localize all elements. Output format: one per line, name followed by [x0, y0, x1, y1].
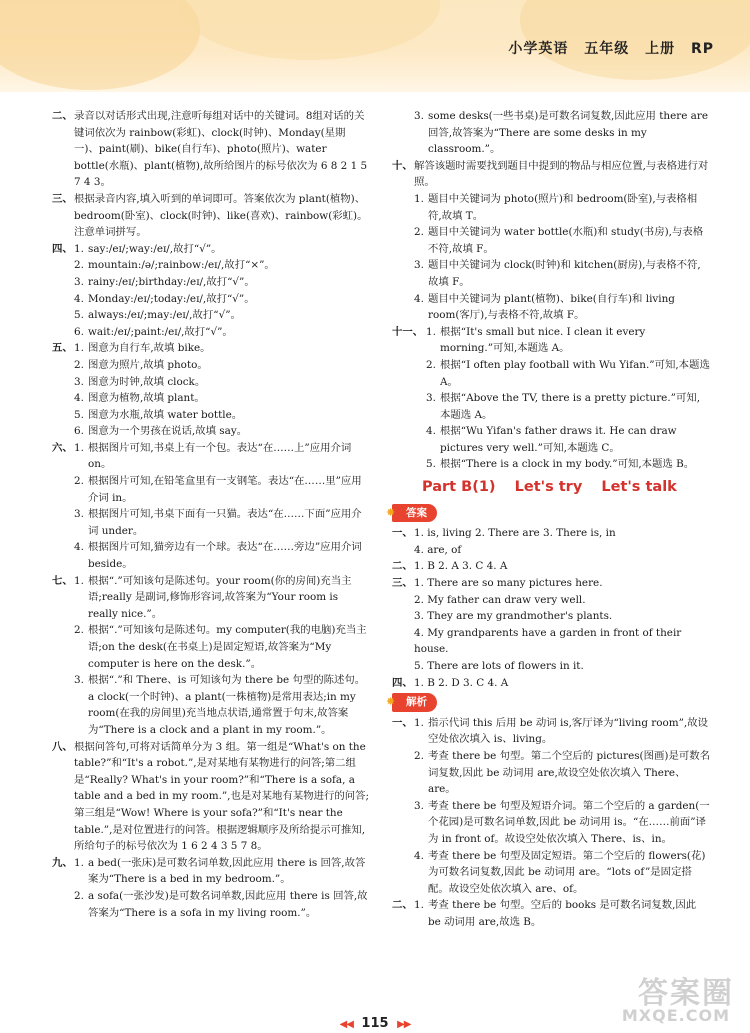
answer-line: 2. My father can draw very well. — [414, 593, 586, 606]
list-item: 2. mountain:/ə/;rainbow:/eɪ/,故打“×”。 — [74, 259, 275, 272]
list-item: 3. 考查 there be 句型及短语介词。第二个空后的 a garden(一个花园)是可数名词单数,因此 be 动词用 is。“在……前面”译为 in front of。故设空处依次填入 There、is、in。 — [414, 799, 710, 845]
list-item: 6. 图意为一个男孩在说话,故填 say。 — [74, 425, 248, 438]
list-item: 4. 根据“Wu Yifan's father draws it. He can draw pictures very well.”可知,本题选 C。 — [426, 425, 677, 454]
list-item: 2. 根据“.”可知该句是陈述句。my computer(我的电脑)充当主语;on the desk(在书桌上)是固定短语,故答案为“My computer is here on the desk.”。 — [74, 624, 367, 670]
section-number: 二、 — [392, 560, 413, 573]
grade-label: 五年级 — [584, 41, 630, 57]
section-number: 八、 — [52, 740, 73, 753]
section-number: 二、 — [52, 110, 73, 122]
list-item: 3. 图意为时钟,故填 clock。 — [74, 375, 206, 388]
list-item: 2. 根据图片可知,在铅笔盒里有一支钢笔。表达“在……里”应用介词 in。 — [74, 475, 362, 504]
header-decoration — [180, 0, 440, 60]
answer-line: 4. are, of — [414, 543, 462, 556]
list-item: 2. 考查 there be 句型。第二个空后的 pictures(图画)是可数名词复数,因此 be 动词用 are,故设空处依次填入 There、are。 — [414, 749, 711, 796]
section-number: 三、 — [392, 577, 413, 590]
section-number: 四、 — [52, 242, 73, 255]
answer-3 — [392, 575, 710, 592]
answer-line: 1. is, living 2. There are 3. There is, in — [414, 527, 616, 540]
list-item: 1. 题目中关键词为 photo(照片)和 bedroom(卧室),与表格相符,故填 T。 — [414, 192, 698, 222]
section-3 — [52, 191, 370, 241]
answer-line: 1. There are so many pictures here. — [414, 577, 603, 590]
section-7 — [52, 573, 370, 623]
list-item: 1. 图意为自行车,故填 bike。 — [74, 342, 211, 355]
list-item: 4. 图意为植物,故填 plant。 — [74, 392, 205, 405]
section-number: 十、 — [392, 159, 413, 172]
section-11 — [392, 324, 710, 357]
right-column — [386, 108, 711, 931]
list-item: 3. 题目中关键词为 clock(时钟)和 kitchen(厨房),与表格不符,故填 F。 — [414, 259, 701, 288]
list-item: 5. 图意为水瓶,故填 water bottle。 — [74, 408, 243, 421]
list-item: 3. 根据“.”和 There、is 可知该句为 there be 句型的陈述句。a clock(一个时钟)、a plant(一株植物)是常用表达;in my room(在我的房间里)充当地点状语,通常置于句末,故答案为“There is a clock and a plant in my room.”。 — [74, 674, 366, 736]
section-text: 解答该题时需要找到题目中提到的物品与相应位置,与表格进行对照。 — [414, 159, 709, 189]
section-number: 七、 — [52, 574, 73, 587]
part-label: Part B(1) — [422, 479, 496, 496]
list-item: 6. wait:/eɪ/;paint:/eɪ/,故打“√”。 — [74, 325, 233, 338]
edition-label: RP — [690, 41, 714, 57]
list-item: 4. 根据图片可知,猫旁边有一个球。表达“在……旁边”应用介词 beside。 — [74, 541, 362, 571]
list-item: 1. 根据“.”可知该句是陈述句。your room(你的房间)充当主语;really 是副词,修饰形容词,故答案为“Your room is really nice.”。 — [74, 574, 352, 620]
answer-tag: ✸ 答案 — [392, 504, 437, 523]
section-8 — [52, 739, 370, 855]
section-number: 六、 — [52, 441, 73, 454]
lets-try-label: Let's try — [514, 479, 583, 496]
answer-1 — [392, 525, 710, 542]
list-item: 2. a sofa(一张沙发)是可数名词单数,因此应用 there is 回答,故答案为“There is a sofa in my living room.”。 — [74, 889, 368, 919]
watermark-logo: 答案圈 MXQE.COM — [621, 976, 734, 1025]
list-item: 1. 根据图片可知,书桌上有一个包。表达“在……上”应用介词 on。 — [74, 441, 352, 471]
section-number: 四、 — [392, 676, 413, 689]
answer-line: 5. There are lots of flowers in it. — [414, 660, 584, 672]
answer-line: 4. My grandparents have a garden in front of their house. — [414, 626, 682, 656]
list-item: 1. say:/eɪ/;way:/eɪ/,故打“√”。 — [74, 242, 222, 255]
list-item: 1. 根据“It's small but nice. I clean it every morning.”可知,本题选 A。 — [426, 325, 646, 355]
answer-4 — [392, 675, 710, 692]
section-number: 五、 — [52, 342, 73, 355]
section-number: 一、 — [392, 527, 413, 540]
list-item: 4. 考查 there be 句型及固定短语。第二个空后的 flowers(花)为可数名词复数,因此 be 动词用 are。“lots of”是固定搭配。故设空处依次填入 are、of。 — [414, 849, 706, 895]
prev-arrows-icon: ◀◀ — [339, 1019, 353, 1030]
list-item: 4. 题目中关键词为 plant(植物)、bike(自行车)和 living room(客厅),与表格不符,故填 F。 — [414, 292, 675, 322]
list-item: 3. rainy:/eɪ/;birthday:/eɪ/,故打“√”。 — [74, 275, 255, 288]
list-item: 2. 根据“I often play football with Wu Yifan.”可知,本题选 A。 — [426, 358, 710, 388]
list-item: 4. Monday:/eɪ/;today:/eɪ/,故打“√”。 — [74, 292, 255, 305]
burst-icon: ✸ — [386, 695, 396, 709]
section-text: 根据问答句,可将对话简单分为 3 组。第一组是“What's on the table?”和“It's a robot.”,是对某地有某物进行的问答;第二组是“Really? What's in your room?”和“There is a sofa, a table and a bed in my room.”,也是对某地有某物进行的问答;第三组是“Wow! Where is your sofa?”和“It's near the table.”,是对位置进行的问答。根据逻辑顺序及所给提示可推知,所给句子的标号依次为 1 6 2 4 3 5 7 8。 — [74, 740, 370, 853]
list-item: 1. 考查 there be 句型。空后的 books 是可数名词复数,因此 be 动词用 are,故选 B。 — [414, 899, 697, 928]
list-item: 3. 根据图片可知,书桌下面有一只猫。表达“在……下面”应用介词 under。 — [74, 508, 362, 537]
page-header — [0, 0, 750, 92]
answer-line: 3. They are my grandmother's plants. — [414, 610, 613, 623]
burst-icon: ✸ — [386, 505, 396, 519]
book-title — [508, 38, 714, 58]
list-item: 3. 根据“Above the TV, there is a pretty picture.”可知,本题选 A。 — [426, 392, 701, 421]
section-text: 根据录音内容,填入听到的单词即可。答案依次为 plant(植物)、bedroom(卧室)、clock(时钟)、like(喜欢)、rainbow(彩虹)。注意单词拼写。 — [74, 192, 368, 239]
list-item: 1. a bed(一张床)是可数名词单数,因此应用 there is 回答,故答案为“There is a bed in my bedroom.”。 — [74, 856, 366, 886]
section-5 — [52, 340, 370, 357]
section-number: 三、 — [52, 192, 73, 205]
section-number: 九、 — [52, 856, 73, 869]
answer-line: 1. B 2. D 3. C 4. A — [414, 676, 509, 689]
analysis-2 — [392, 897, 710, 930]
list-item: 5. always:/eɪ/;may:/eɪ/,故打“√”。 — [74, 309, 241, 322]
section-6 — [52, 440, 370, 473]
section-number: 一、 — [392, 716, 413, 729]
section-10 — [392, 158, 710, 191]
left-column — [52, 108, 370, 921]
subject-label: 小学英语 — [508, 41, 569, 57]
section-4 — [52, 241, 370, 258]
next-arrows-icon: ▶▶ — [397, 1019, 411, 1030]
header-decoration — [0, 0, 200, 90]
list-item: 5. 根据“There is a clock in my body.”可知,本题选 B。 — [426, 458, 695, 471]
analysis-1 — [392, 715, 710, 748]
section-text: 录音以对话形式出现,注意听每组对话中的关键词。8组对话的关键词依次为 rainbow(彩虹)、clock(时钟)、Monday(星期一)、paint(刷)、bike(自行车)、photo(照片)、water bottle(水瓶)、plant(植物),故所给图片的标号依次为 6 8 2 1 5 7 4 3。 — [74, 110, 368, 189]
section-number: 十一、 — [392, 325, 424, 338]
section-9 — [52, 855, 370, 888]
answer-line: 1. B 2. A 3. C 4. A — [414, 560, 508, 573]
volume-label: 上册 — [645, 41, 676, 57]
section-number: 二、 — [392, 899, 413, 912]
section-2 — [52, 108, 370, 191]
list-item: 2. 图意为照片,故填 photo。 — [74, 358, 208, 371]
part-heading — [422, 479, 710, 496]
list-item: 1. 指示代词 this 后用 be 动词 is,客厅译为“living room”,故设空处依次填入 is、living。 — [414, 716, 709, 746]
list-item: 3. some desks(一些书桌)是可数名词复数,因此应用 there are 回答,故答案为“There are some desks in my classroom.”。 — [414, 110, 708, 156]
lets-talk-label: Let's talk — [601, 479, 677, 496]
analysis-tag: ✸ 解析 — [392, 693, 437, 712]
page-number: 115 — [361, 1016, 389, 1031]
answer-2 — [392, 558, 710, 575]
list-item: 2. 题目中关键词为 water bottle(水瓶)和 study(书房),与表格不符,故填 F。 — [414, 226, 704, 255]
